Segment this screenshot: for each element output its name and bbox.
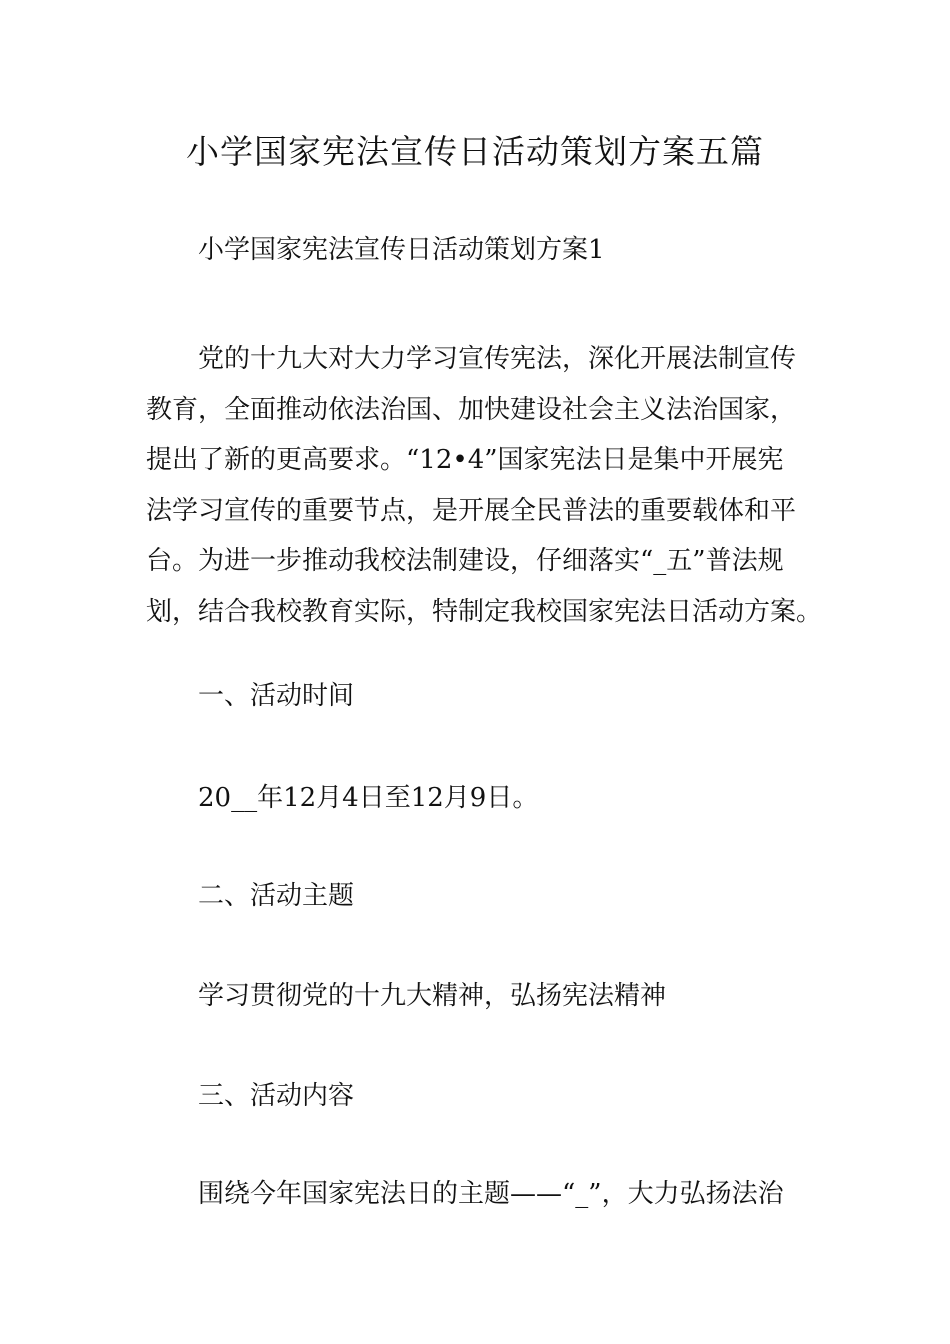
section-heading-content: 三、活动内容: [198, 1081, 355, 1111]
section-text-time: 20__年12月4日至12月9日。: [198, 783, 539, 813]
section-text-content: 围绕今年国家宪法日的主题——“_”，大力弘扬法治: [198, 1179, 784, 1209]
intro-line: 台。为进一步推动我校法制建设，仔细落实“_五”普法规: [146, 546, 784, 576]
section-heading-theme: 二、活动主题: [198, 881, 355, 911]
intro-line: 提出了新的更高要求。“12•4”国家宪法日是集中开展宪: [146, 445, 784, 475]
plan-subtitle: 小学国家宪法宣传日活动策划方案1: [198, 235, 605, 265]
intro-line: 法学习宣传的重要节点，是开展全民普法的重要载体和平: [146, 495, 797, 526]
document-title: 小学国家宪法宣传日活动策划方案五篇: [186, 132, 764, 171]
intro-line: 党的十九大对大力学习宣传宪法，深化开展法制宣传: [198, 344, 797, 374]
intro-line: 划，结合我校教育实际，特制定我校国家宪法日活动方案。: [146, 596, 823, 627]
intro-paragraph: [146, 334, 823, 637]
section-text-theme: 学习贯彻党的十九大精神，弘扬宪法精神: [198, 981, 667, 1011]
intro-line: 教育，全面推动依法治国、加快建设社会主义法治国家，: [146, 394, 797, 425]
section-heading-time: 一、活动时间: [198, 681, 355, 711]
